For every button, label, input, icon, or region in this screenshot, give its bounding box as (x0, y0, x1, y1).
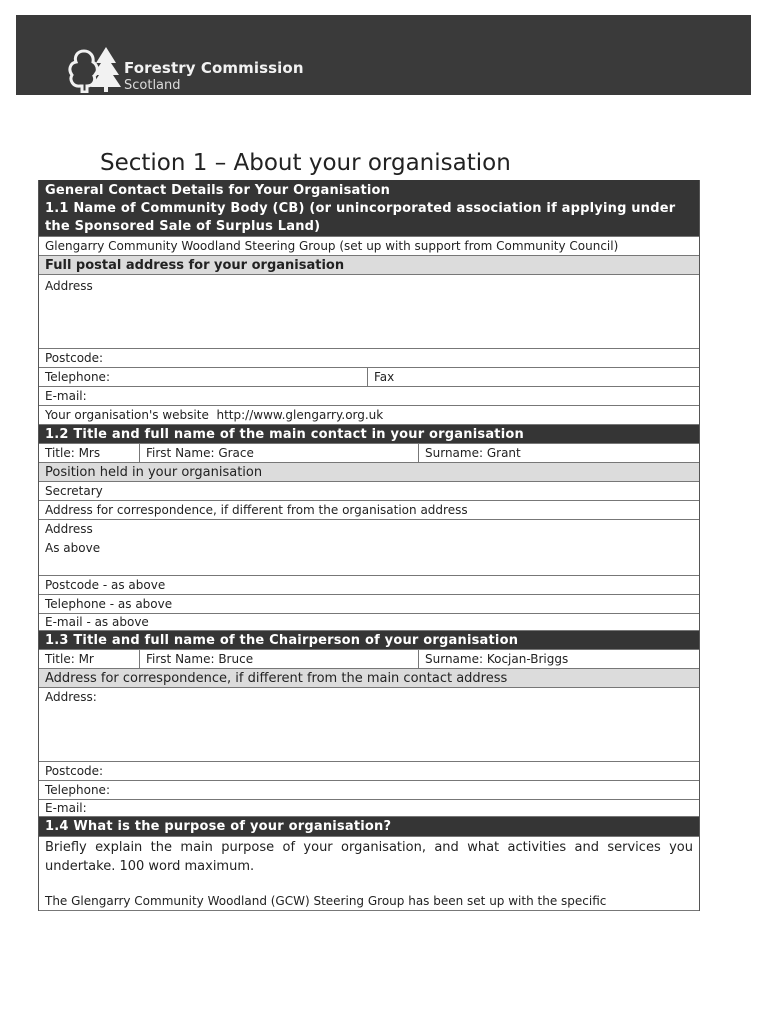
website-value: http://www.glengarry.org.uk (216, 408, 384, 422)
correspondence-address-label: Address (45, 522, 93, 536)
chair-address-label: Address: (45, 690, 97, 704)
org-name: Forestry Commission (124, 59, 304, 77)
website-field[interactable] (39, 406, 699, 425)
chair-telephone-field[interactable] (39, 781, 699, 800)
main-contact-title[interactable]: Title: Mrs (45, 446, 101, 460)
chair-surname[interactable]: Surname: Kocjan-Briggs (418, 650, 699, 668)
chair-title[interactable]: Title: Mr (45, 652, 94, 666)
postcode-field[interactable] (39, 349, 699, 368)
website-label: Your organisation's website (45, 408, 209, 422)
position-heading: Position held in your organisation (39, 463, 699, 482)
chair-email-label: E-mail: (45, 801, 87, 815)
purpose-field[interactable] (39, 837, 699, 911)
chair-correspondence-heading: Address for correspondence, if different from the main contact address (39, 669, 699, 688)
general-contact-heading: General Contact Details for Your Organisation (45, 183, 391, 198)
main-contact-first-name[interactable]: First Name: Grace (139, 444, 418, 462)
postal-address-heading: Full postal address for your organisation (39, 256, 699, 275)
section-title: Section 1 – About your organisation (100, 150, 511, 176)
email-label: E-mail: (45, 389, 87, 403)
chair-first-name[interactable]: First Name: Bruce (139, 650, 418, 668)
address-label: Address (45, 279, 93, 293)
chair-postcode-field[interactable] (39, 762, 699, 781)
general-contact-header (39, 180, 699, 237)
contact-form (38, 180, 700, 911)
main-contact-telephone[interactable]: Telephone - as above (39, 595, 699, 614)
purpose-answer: The Glengarry Community Woodland (GCW) Steering Group has been set up with the specific (45, 894, 607, 908)
cb-name-field[interactable]: Glengarry Community Woodland Steering Group (set up with support from Community Council) (39, 237, 699, 256)
chair-name-row (39, 650, 699, 669)
position-field[interactable]: Secretary (39, 482, 699, 501)
header-banner (16, 15, 751, 95)
question-1-1: 1.1 Name of Community Body (CB) (or unincorporated association if applying under the Sponsored Sale of Surplus Land) (45, 201, 676, 234)
correspondence-address-field[interactable] (39, 520, 699, 576)
tree-logo-icon (66, 45, 122, 93)
fax-field[interactable] (367, 368, 699, 386)
email-field[interactable] (39, 387, 699, 406)
chair-postcode-label: Postcode: (45, 764, 104, 778)
correspondence-address-value: As above (45, 541, 101, 555)
main-contact-surname[interactable]: Surname: Grant (418, 444, 699, 462)
postal-address-field[interactable] (39, 275, 699, 349)
chair-address-field[interactable] (39, 688, 699, 762)
org-subtitle: Scotland (124, 78, 181, 93)
fax-label: Fax (374, 370, 395, 384)
correspondence-heading: Address for correspondence, if different from the organisation address (39, 501, 699, 520)
telephone-fax-row (39, 368, 699, 387)
main-contact-postcode[interactable]: Postcode - as above (39, 576, 699, 595)
postcode-label: Postcode: (45, 351, 104, 365)
purpose-instruction: Briefly explain the main purpose of your organisation, and what activities and services you undertake. 100 word maximum. (45, 840, 693, 874)
main-contact-heading: 1.2 Title and full name of the main contact in your organisation (39, 425, 699, 444)
purpose-heading: 1.4 What is the purpose of your organisation? (39, 817, 699, 837)
telephone-field[interactable] (39, 368, 367, 386)
main-contact-name-row (39, 444, 699, 463)
chair-email-field[interactable] (39, 800, 699, 817)
chair-heading: 1.3 Title and full name of the Chairperson of your organisation (39, 631, 699, 650)
telephone-label: Telephone: (45, 370, 110, 384)
chair-telephone-label: Telephone: (45, 783, 110, 797)
main-contact-email[interactable]: E-mail - as above (39, 614, 699, 631)
